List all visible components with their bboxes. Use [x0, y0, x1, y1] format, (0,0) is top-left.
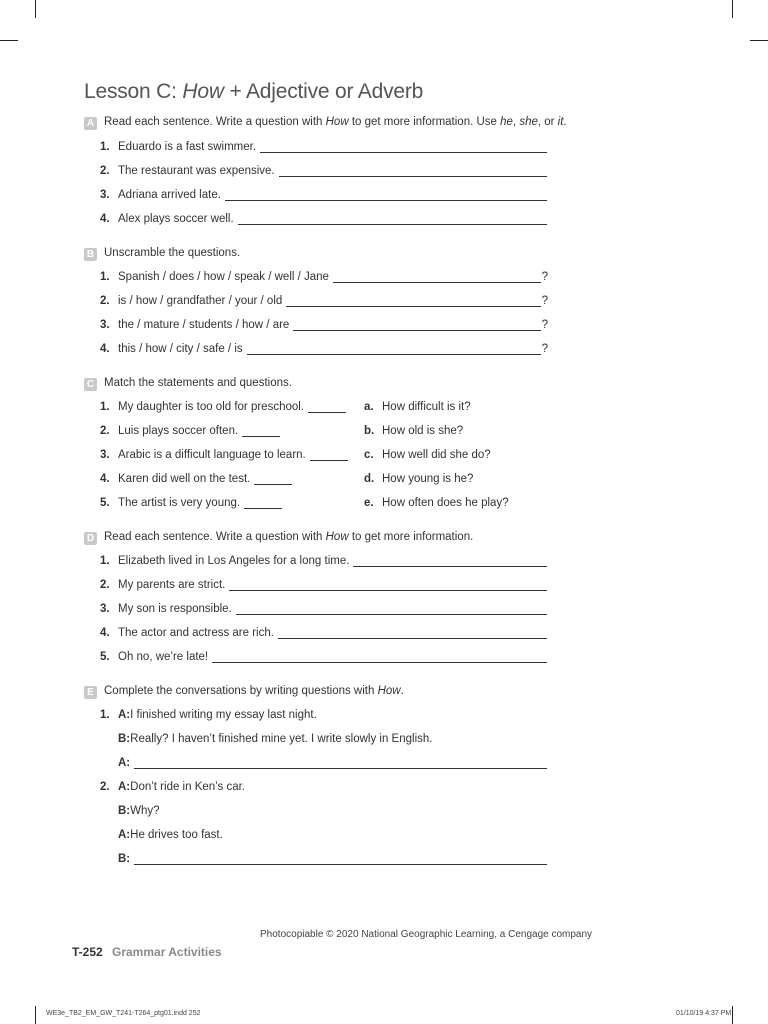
dialogue-line: A: — [118, 757, 547, 769]
answer-line[interactable] — [247, 344, 541, 355]
crop-mark — [35, 0, 36, 18]
crop-mark — [35, 1006, 36, 1024]
section-b-badge: B — [84, 248, 97, 261]
statement-item: 2. Luis plays soccer often. — [100, 425, 280, 437]
crop-mark — [0, 40, 18, 41]
statement-item: 4. Karen did well on the test. — [100, 473, 292, 485]
match-blank[interactable] — [254, 474, 292, 485]
answer-line[interactable] — [279, 166, 547, 177]
statement-item: 1. My daughter is too old for preschool. — [100, 401, 346, 413]
list-item: 3. the / mature / students / how / are ? — [100, 319, 548, 331]
list-item: 2. The restaurant was expensive. — [100, 165, 547, 177]
section-name: Grammar Activities — [112, 945, 222, 959]
list-item: 3. Adriana arrived late. — [100, 189, 547, 201]
copyright-notice: Photocopiable © 2020 National Geographic Learning, a Cengage company — [260, 929, 593, 940]
section-c-badge: C — [84, 378, 97, 391]
answer-line[interactable] — [260, 142, 547, 153]
statement-item: 5. The artist is very young. — [100, 497, 282, 509]
list-item: 4. Alex plays soccer well. — [100, 213, 547, 225]
list-item: 2. is / how / grandfather / your / old ? — [100, 295, 548, 307]
section-d-instruction: Read each sentence. Write a question with How to get more information. — [104, 531, 474, 543]
answer-line[interactable] — [293, 320, 540, 331]
question-item: a. How difficult is it? — [364, 401, 471, 413]
section-e-badge: E — [84, 686, 97, 699]
list-item: 4. this / how / city / safe / is ? — [100, 343, 548, 355]
list-item: 5. Oh no, we’re late! — [100, 651, 547, 663]
match-blank[interactable] — [244, 498, 282, 509]
section-e-instruction: Complete the conversations by writing questions with How. — [104, 685, 404, 697]
question-item: d. How young is he? — [364, 473, 474, 485]
list-item: 4. The actor and actress are rich. — [100, 627, 547, 639]
crop-mark — [732, 1006, 733, 1024]
dialogue-line: A: He drives too fast. — [118, 829, 223, 841]
dialogue-line: B: Really? I haven’t finished mine yet. I write slowly in English. — [118, 733, 433, 745]
crop-mark — [750, 40, 768, 41]
answer-line[interactable] — [286, 296, 540, 307]
list-item: 1. Spanish / does / how / speak / well / Jane ? — [100, 271, 548, 283]
question-item: e. How often does he play? — [364, 497, 509, 509]
answer-line[interactable] — [229, 580, 547, 591]
match-blank[interactable] — [308, 402, 346, 413]
question-item: c. How well did she do? — [364, 449, 491, 461]
file-slug: WE3e_TB2_EM_GW_T241-T264_ptg01.indd 252 — [46, 1010, 201, 1017]
question-item: b. How old is she? — [364, 425, 464, 437]
dialogue-line: B: — [118, 853, 547, 865]
answer-line[interactable] — [278, 628, 547, 639]
match-blank[interactable] — [310, 450, 348, 461]
dialogue-line: 1. A: I finished writing my essay last night. — [100, 709, 317, 721]
date-slug: 01/10/19 4:37 PM — [676, 1010, 732, 1017]
list-item: 3. My son is responsible. — [100, 603, 547, 615]
list-item: 2. My parents are strict. — [100, 579, 547, 591]
match-blank[interactable] — [242, 426, 280, 437]
page-number: T-252 — [72, 945, 103, 959]
answer-line[interactable] — [212, 652, 547, 663]
answer-line[interactable] — [225, 190, 547, 201]
section-c-instruction: Match the statements and questions. — [104, 377, 292, 389]
crop-mark — [732, 0, 733, 18]
statement-item: 3. Arabic is a difficult language to learn. — [100, 449, 348, 461]
section-a-instruction: Read each sentence. Write a question with How to get more information. Use he, she, or it. — [104, 116, 567, 128]
section-a-badge: A — [84, 117, 97, 130]
section-b-instruction: Unscramble the questions. — [104, 247, 241, 259]
list-item: 1. Elizabeth lived in Los Angeles for a long time. — [100, 555, 547, 567]
answer-line[interactable] — [238, 214, 547, 225]
answer-line[interactable] — [353, 556, 547, 567]
dialogue-line: 2. A: Don’t ride in Ken’s car. — [100, 781, 245, 793]
dialogue-line: B: Why? — [118, 805, 160, 817]
page-title: Lesson C: How + Adjective or Adverb — [84, 80, 424, 103]
answer-line[interactable] — [134, 854, 547, 865]
answer-line[interactable] — [236, 604, 547, 615]
section-d-badge: D — [84, 532, 97, 545]
answer-line[interactable] — [333, 272, 541, 283]
answer-line[interactable] — [134, 758, 547, 769]
list-item: 1. Eduardo is a fast swimmer. — [100, 141, 547, 153]
